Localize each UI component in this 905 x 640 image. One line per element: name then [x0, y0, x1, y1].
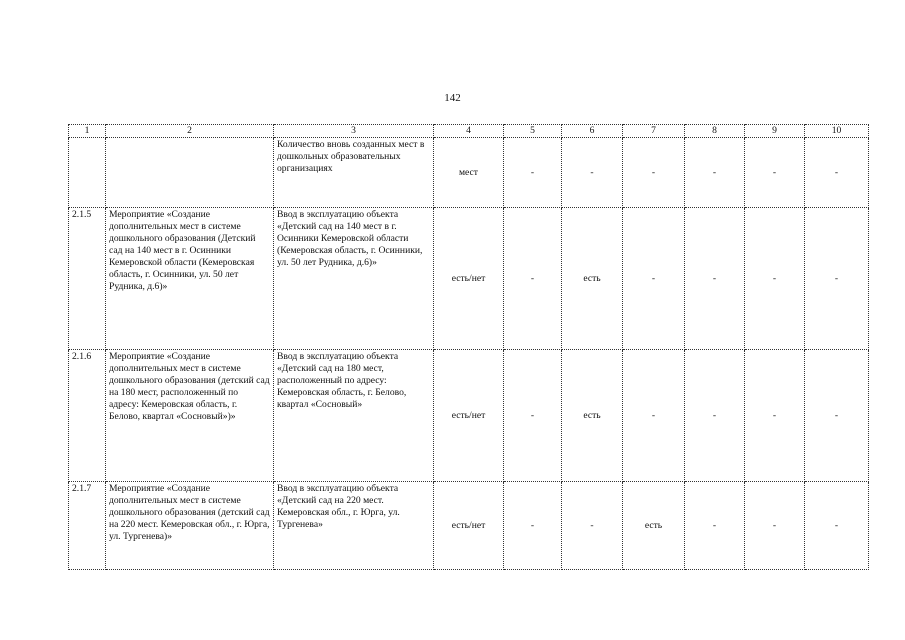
value-cell: есть — [623, 482, 685, 570]
row-number — [69, 138, 106, 208]
column-header: 5 — [504, 125, 562, 138]
column-header: 9 — [745, 125, 805, 138]
table-row — [69, 208, 869, 350]
measure-cell: Мероприятие «Создание дополнительных мест в системе дошкольного образования (Детский сад на 140 мест в г. Осинники Кемеровской области (Кемеровская область, г. Осинники, ул. 50 лет Рудника, д.6)» — [106, 208, 274, 350]
table-header-row — [69, 125, 869, 138]
indicator-cell: Ввод в эксплуатацию объекта «Детский сад на 180 мест, расположенный по адресу: Кемеровская область, г. Белово, квартал «Сосновый» — [274, 350, 434, 482]
value-cell: - — [685, 350, 745, 482]
value-cell: - — [504, 350, 562, 482]
indicator-cell: Ввод в эксплуатацию объекта «Детский сад на 140 мест в г. Осинники Кемеровской области (Кемеровская область, г. Осинники, ул. 50 лет Рудника, д.6)» — [274, 208, 434, 350]
unit-cell: мест — [434, 138, 504, 208]
unit-cell: есть/нет — [434, 482, 504, 570]
value-cell: - — [504, 482, 562, 570]
value-cell: - — [745, 138, 805, 208]
table-row — [69, 138, 869, 208]
column-header: 1 — [69, 125, 106, 138]
value-cell: - — [623, 208, 685, 350]
column-header: 4 — [434, 125, 504, 138]
indicator-cell: Количество вновь созданных мест в дошкольных образовательных организациях — [274, 138, 434, 208]
indicator-cell: Ввод в эксплуатацию объекта «Детский сад на 220 мест. Кемеровская обл., г. Юрга, ул. Тургенева» — [274, 482, 434, 570]
unit-cell: есть/нет — [434, 208, 504, 350]
measure-cell — [106, 138, 274, 208]
value-cell: - — [623, 350, 685, 482]
page-number: 142 — [444, 92, 461, 104]
value-cell: - — [562, 482, 623, 570]
value-cell: - — [745, 482, 805, 570]
table-row — [69, 350, 869, 482]
value-cell: - — [805, 138, 869, 208]
unit-cell: есть/нет — [434, 350, 504, 482]
row-number: 2.1.6 — [69, 350, 106, 482]
value-cell: - — [562, 138, 623, 208]
value-cell: есть — [562, 208, 623, 350]
value-cell: - — [685, 482, 745, 570]
column-header: 10 — [805, 125, 869, 138]
value-cell: - — [805, 350, 869, 482]
value-cell: - — [504, 208, 562, 350]
value-cell: есть — [562, 350, 623, 482]
value-cell: - — [745, 208, 805, 350]
table-row — [69, 482, 869, 570]
value-cell: - — [685, 208, 745, 350]
value-cell: - — [745, 350, 805, 482]
value-cell: - — [623, 138, 685, 208]
column-header: 8 — [685, 125, 745, 138]
value-cell: - — [805, 482, 869, 570]
column-header: 7 — [623, 125, 685, 138]
column-header: 6 — [562, 125, 623, 138]
value-cell: - — [685, 138, 745, 208]
column-header: 3 — [274, 125, 434, 138]
row-number: 2.1.7 — [69, 482, 106, 570]
column-header: 2 — [106, 125, 274, 138]
value-cell: - — [805, 208, 869, 350]
measure-cell: Мероприятие «Создание дополнительных мест в системе дошкольного образования (детский сад на 180 мест, расположенный по адресу: Кемеровская область, г. Белово, квартал «Сосновый»)» — [106, 350, 274, 482]
measure-cell: Мероприятие «Создание дополнительных мест в системе дошкольного образования (детский сад на 220 мест. Кемеровская обл., г. Юрга, ул. Тургенева)» — [106, 482, 274, 570]
row-number: 2.1.5 — [69, 208, 106, 350]
indicators-table — [68, 124, 869, 570]
value-cell: - — [504, 138, 562, 208]
